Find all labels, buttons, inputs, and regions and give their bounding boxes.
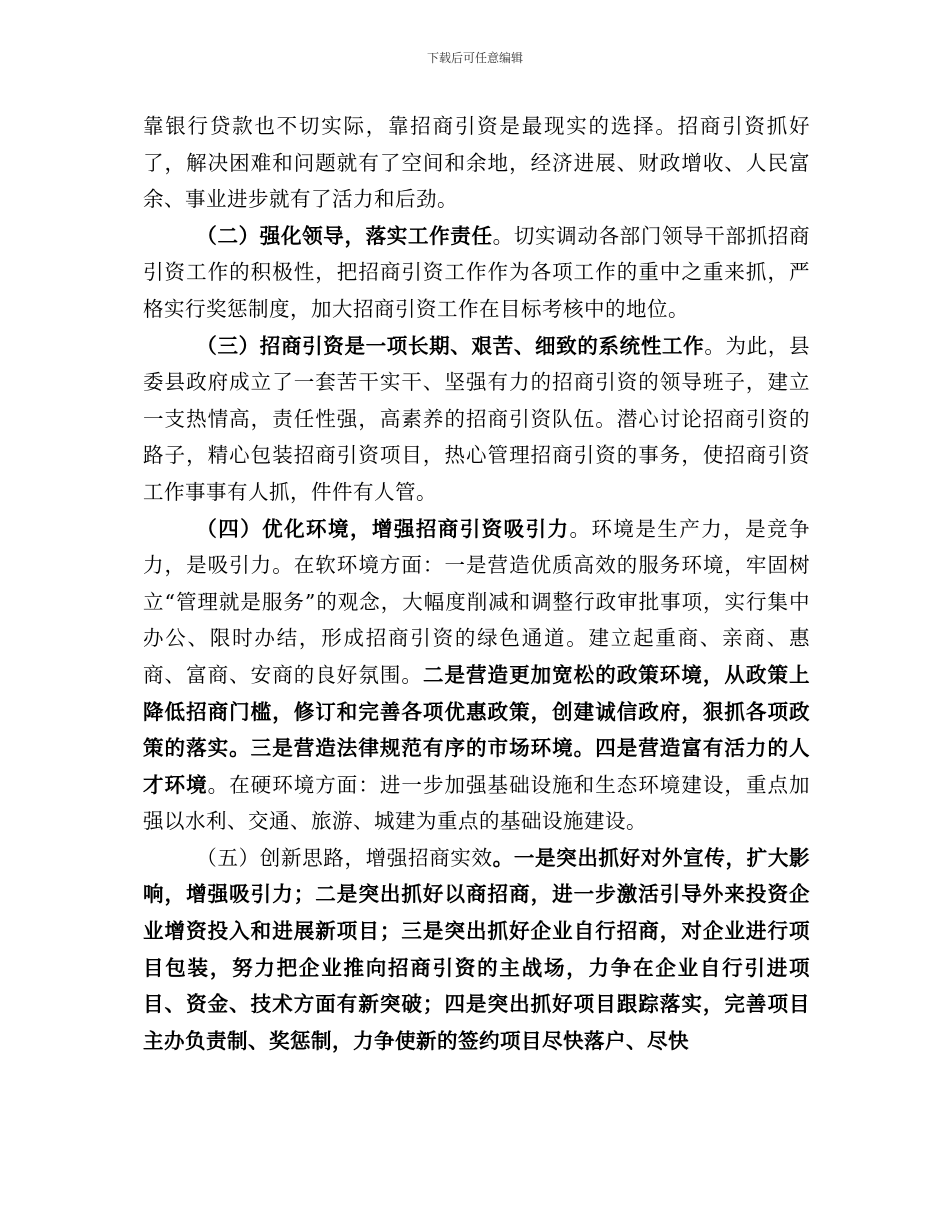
paragraph-3	[143, 328, 810, 511]
paragraph-4-text-2: 。在硬环境方面：进一步加强基础设施和生态环境建设，重点加强以水利、交通、旅游、城建为重点的基础设施建设。	[143, 772, 811, 834]
section-heading-3: （三）招商引资是一项长期、艰苦、细致的系统性工作	[196, 333, 705, 358]
document-body	[143, 108, 810, 1059]
paragraph-2	[143, 218, 810, 328]
section-heading-4: （四）优化环境，增强招商引资吸引力	[196, 516, 570, 541]
paragraph-5-bold-text: 。一是突出抓好对外宣传，扩大影响，增强吸引力；二是突出抓好以商招商，进一步激活引导外来投资企业增资投入和进展新项目；三是突出抓好企业自行招商，对企业进行项目包装，努力把企业推向招商引资的主战场，力争在企业自行引进项目、资金、技术方面有新突破；四是突出抓好项目跟踪落实，完善项目主办负责制、奖惩制，力争使新的签约项目尽快落户、尽快	[143, 845, 811, 1053]
section-heading-2: （二）强化领导，落实工作责任	[196, 223, 493, 248]
paragraph-5	[143, 840, 810, 1060]
paragraph-3-text: 。为此，县委县政府成立了一套苦干实干、坚强有力的招商引资的领导班子，建立一支热情高，责任性强，高素养的招商引资队伍。潜心讨论招商引资的路子，精心包装招商引资项目，热心管理招商引资的事务，使招商引资工作事事有人抓，件件有人管。	[143, 333, 810, 504]
paragraph-4	[143, 511, 810, 840]
section-heading-5: （五）创新思路，增强招商实效	[196, 845, 493, 870]
paragraph-4-bold-text: 二是营造更加宽松的政策环境，从政策上降低招商门槛，修订和完善各项优惠政策，创建诚信政府，狠抓各项政策的落实。三是营造法律规范有序的市场环境。四是营造富有活力的人才环境	[143, 662, 811, 797]
page-header: 下载后可任意编辑	[426, 51, 523, 65]
paragraph-4-text-1: 。环境是生产力，是竞争力，是吸引力。在软环境方面：一是营造优质高效的服务环境，牢固树立“管理就是服务”的观念，大幅度削减和调整行政审批事项，实行集中办公、限时办结，形成招商引资的绿色通道。建立起重商、亲商、惠商、富商、安商的良好氛围。	[143, 516, 811, 687]
paragraph-2-text: 。切实调动各部门领导干部抓招商引资工作的积极性，把招商引资工作作为各项工作的重中之重来抓，严格实行奖惩制度，加大招商引资工作在目标考核中的地位。	[143, 223, 811, 321]
paragraph-1: 靠银行贷款也不切实际，靠招商引资是最现实的选择。招商引资抓好了，解决困难和问题就有了空间和余地，经济进展、财政增收、人民富余、事业进步就有了活力和后劲。	[143, 114, 810, 212]
